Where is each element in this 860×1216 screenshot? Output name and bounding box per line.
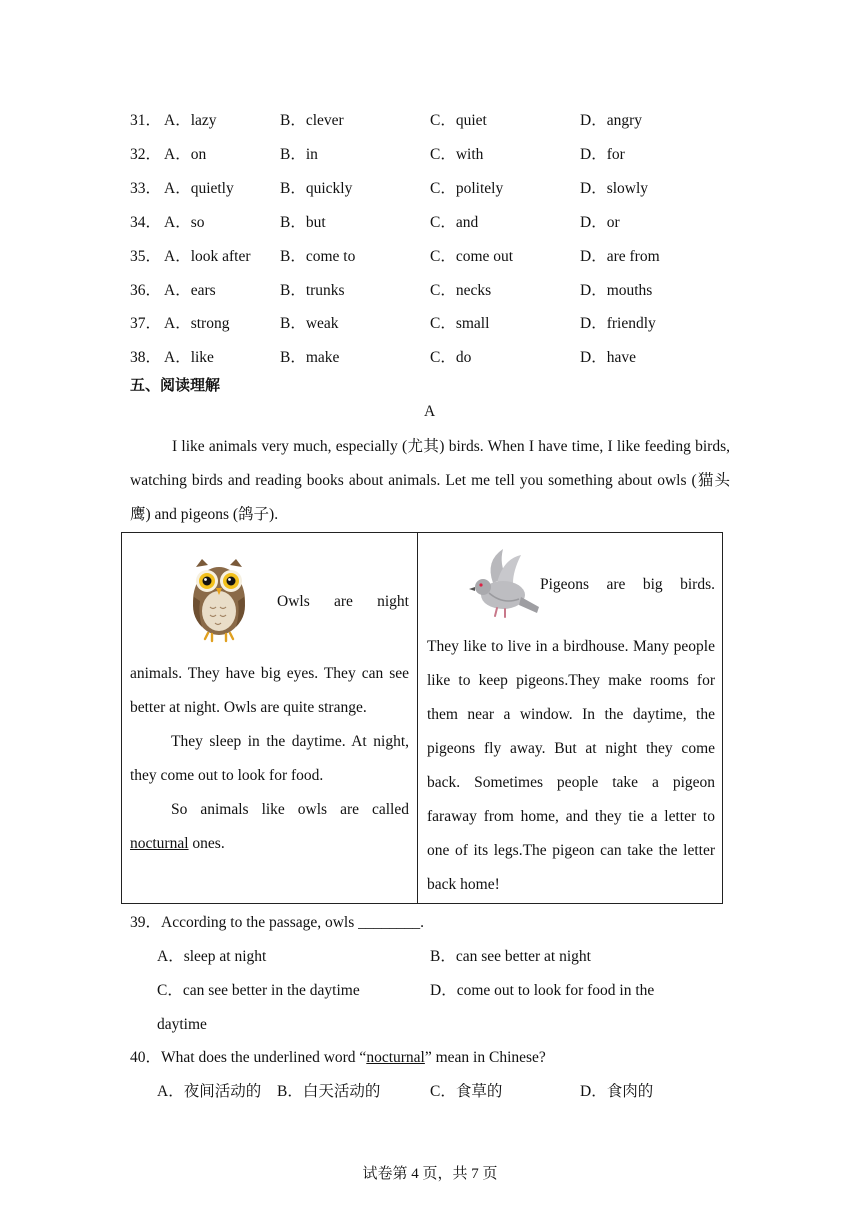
- question-number: 32．: [130, 146, 162, 163]
- question-number: 34．: [130, 214, 162, 231]
- owl-icon: [188, 557, 250, 643]
- option-c: C．with: [430, 146, 484, 163]
- option-a: A．quietly: [164, 180, 234, 197]
- passage-label: A: [424, 403, 436, 420]
- option-c: C．necks: [430, 282, 492, 299]
- option-a: A．strong: [164, 315, 230, 332]
- q40-option-d: D．食肉的: [580, 1083, 654, 1100]
- option-c: C．and: [430, 214, 479, 231]
- question-39-stem: 39．According to the passage, owls ________.: [130, 914, 425, 931]
- intro-paragraph: I like animals very much, especially (尤其) birds. When I have time, I like feeding birds, watching birds and reading books about animals. Let me tell you something about owls (猫头鹰) and pigeons (鸽子).: [130, 438, 730, 523]
- q39-option-d-continued: daytime: [157, 1016, 207, 1033]
- pigeon-icon: [463, 547, 541, 623]
- option-b: B．in: [280, 146, 318, 163]
- q40-underlined-word: nocturnal: [366, 1049, 425, 1066]
- option-c: C．come out: [430, 248, 514, 265]
- option-d: D．or: [580, 214, 620, 231]
- option-b: B．weak: [280, 315, 339, 332]
- option-c: C．politely: [430, 180, 504, 197]
- owl-paragraph-1: animals. They have big eyes. They can see better at night. Owls are quite strange.: [130, 665, 409, 716]
- section-title: 五、阅读理解: [130, 376, 221, 394]
- option-d: D．mouths: [580, 282, 653, 299]
- q39-option-b: B．can see better at night: [430, 948, 591, 965]
- question-number: 33．: [130, 180, 162, 197]
- page-footer: 试卷第 4 页，共 7 页: [362, 1166, 498, 1182]
- owl-lead-text: [277, 585, 409, 619]
- owl-paragraph-3-start: So animals like owls are called: [171, 801, 409, 818]
- option-b: B．trunks: [280, 282, 345, 299]
- option-a: A．lazy: [164, 112, 217, 129]
- option-a: A．on: [164, 146, 207, 163]
- question-number: 31．: [130, 112, 162, 129]
- q40-stem-start: 40．What does the underlined word “: [130, 1049, 367, 1066]
- option-b: B．clever: [280, 112, 344, 129]
- owl-lead: Owls are night: [277, 593, 409, 610]
- question-number: 35．: [130, 248, 162, 265]
- pigeon-lead: Pigeons are big birds.: [540, 576, 715, 593]
- option-a: A．ears: [164, 282, 216, 299]
- option-d: D．have: [580, 349, 636, 366]
- option-b: B．make: [280, 349, 340, 366]
- option-b: B．come to: [280, 248, 356, 265]
- question-number: 38．: [130, 349, 162, 366]
- option-b: B．but: [280, 214, 326, 231]
- option-d: D．are from: [580, 248, 660, 265]
- q39-option-d: D．come out to look for food in the: [430, 982, 655, 999]
- option-a: A．like: [164, 349, 214, 366]
- option-d: D．friendly: [580, 315, 656, 332]
- nocturnal-word: nocturnal: [130, 835, 189, 852]
- q40-option-b: B．白天活动的: [277, 1083, 381, 1100]
- option-c: C．quiet: [430, 112, 487, 129]
- q40-option-a: A．夜间活动的: [157, 1083, 262, 1100]
- question-number: 37．: [130, 315, 162, 332]
- q40-stem-end: ” mean in Chinese?: [424, 1049, 546, 1066]
- q40-option-c: C．食草的: [430, 1083, 503, 1100]
- pigeon-lead-text: [540, 568, 715, 602]
- option-a: A．look after: [164, 248, 251, 265]
- owl-paragraph-2: They sleep in the daytime. At night, they come out to look for food.: [130, 733, 409, 784]
- option-c: C．do: [430, 349, 472, 366]
- option-b: B．quickly: [280, 180, 353, 197]
- info-table: [121, 532, 723, 904]
- option-d: D．slowly: [580, 180, 649, 197]
- owl-paragraph-3: [130, 793, 409, 861]
- option-d: D．for: [580, 146, 625, 163]
- column-divider: [417, 533, 418, 903]
- question-40-stem: [130, 1046, 546, 1070]
- passage-intro: [130, 430, 730, 532]
- option-c: C．small: [430, 315, 490, 332]
- question-number: 36．: [130, 282, 162, 299]
- q39-option-a: A．sleep at night: [157, 948, 267, 965]
- pigeon-body: They like to live in a birdhouse. Many people like to keep pigeons.They make rooms for them near a window. In the daytime, the pigeons fly away. But at night they come back. Sometimes people take a pigeon faraway from home, and they tie a letter to one of its legs.The pigeon can take the letter back home!: [427, 638, 715, 893]
- option-a: A．so: [164, 214, 205, 231]
- owl-body: [130, 657, 409, 861]
- q39-option-c: C．can see better in the daytime: [157, 982, 360, 999]
- owl-paragraph-3-end: ones.: [188, 835, 225, 852]
- option-d: D．angry: [580, 112, 642, 129]
